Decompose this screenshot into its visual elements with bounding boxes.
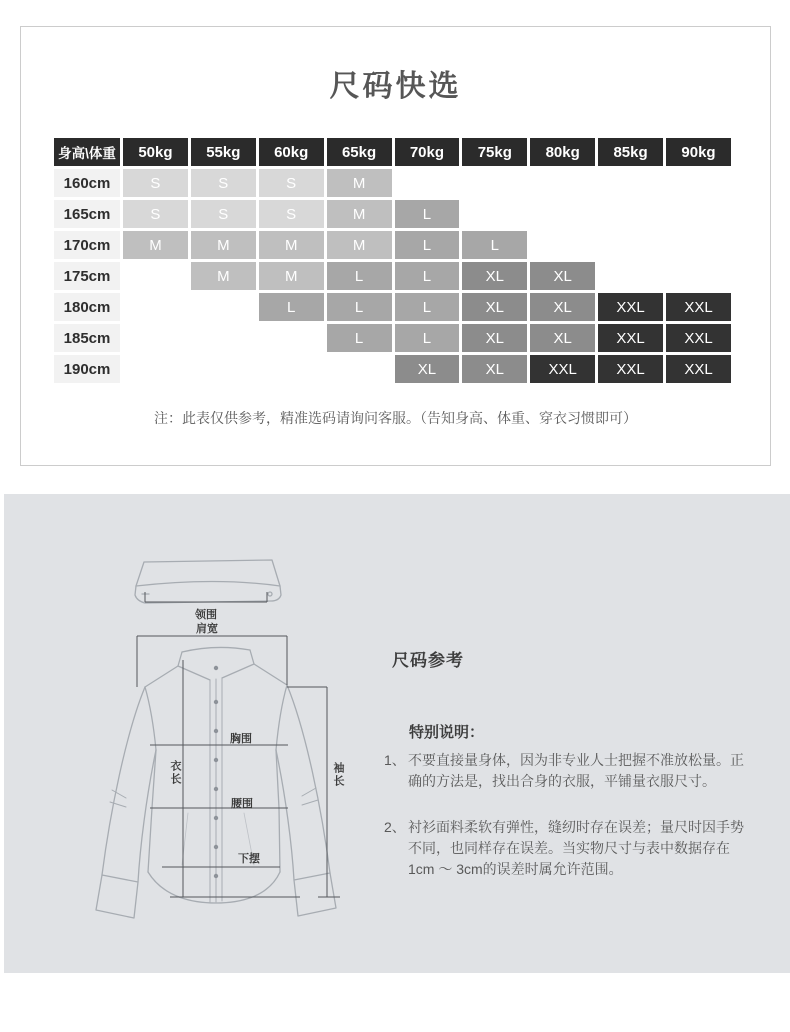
size-cell: [327, 355, 392, 383]
size-cell: [666, 169, 731, 197]
size-cell: XXL: [666, 355, 731, 383]
height-label: 185cm: [54, 324, 120, 352]
length-label: 衣长: [169, 760, 181, 786]
size-cell: XL: [462, 262, 527, 290]
weight-header: 75kg: [462, 138, 527, 166]
size-cell: XXL: [666, 324, 731, 352]
weight-header: 65kg: [327, 138, 392, 166]
size-cell: L: [395, 231, 460, 259]
size-cell: S: [123, 200, 188, 228]
waist-label: 腰围: [231, 798, 253, 810]
size-cell: M: [259, 262, 324, 290]
list-item-text: 衬衫面料柔软有弹性，缝纫时存在误差；量尺时因手势不同，也同样存在误差。当实物尺寸与表中数据存在1cm ～ 3cm的误差时属允许范围。: [408, 819, 744, 877]
size-cell: L: [327, 293, 392, 321]
size-cell: S: [191, 169, 256, 197]
weight-header: 50kg: [123, 138, 188, 166]
table-row: [54, 169, 731, 197]
size-cell: XXL: [530, 355, 595, 383]
size-reference-text: [384, 646, 756, 880]
size-cell: [123, 355, 188, 383]
size-cell: S: [259, 200, 324, 228]
special-notes-title: 特别说明：: [409, 724, 485, 741]
size-cell: XXL: [598, 293, 663, 321]
size-cell: [598, 200, 663, 228]
height-label: 165cm: [54, 200, 120, 228]
height-label: 175cm: [54, 262, 120, 290]
table-row: [54, 293, 731, 321]
size-cell: [530, 200, 595, 228]
size-cell: [462, 169, 527, 197]
height-label: 180cm: [54, 293, 120, 321]
size-cell: L: [395, 324, 460, 352]
size-reference-panel: [4, 494, 790, 973]
size-cell: [598, 231, 663, 259]
list-item: [384, 750, 756, 792]
size-cell: [598, 169, 663, 197]
size-cell: [598, 262, 663, 290]
size-cell: XL: [530, 293, 595, 321]
size-cell: S: [123, 169, 188, 197]
size-cell: [530, 231, 595, 259]
size-cell: XL: [462, 293, 527, 321]
table-row: [54, 324, 731, 352]
size-cell: [259, 324, 324, 352]
weight-header: 80kg: [530, 138, 595, 166]
size-cell: XXL: [598, 324, 663, 352]
size-cell: [666, 200, 731, 228]
height-label: 160cm: [54, 169, 120, 197]
weight-header: 70kg: [395, 138, 460, 166]
size-cell: XL: [395, 355, 460, 383]
shirt-diagram: [82, 548, 362, 958]
sleeve-label: 袖长: [332, 762, 344, 788]
size-cell: L: [462, 231, 527, 259]
hem-label: 下摆: [238, 853, 260, 865]
size-cell: L: [395, 293, 460, 321]
size-cell: M: [327, 200, 392, 228]
size-cell: [530, 169, 595, 197]
size-cell: [123, 324, 188, 352]
size-cell: [259, 355, 324, 383]
height-label: 170cm: [54, 231, 120, 259]
table-row: [54, 355, 731, 383]
size-cell: [123, 262, 188, 290]
table-row: [54, 200, 731, 228]
weight-header: 90kg: [666, 138, 731, 166]
size-cell: M: [191, 262, 256, 290]
corner-header: 身高\体重: [54, 138, 120, 166]
size-cell: [666, 231, 731, 259]
list-item: [384, 817, 756, 880]
list-item-number: 1、: [384, 752, 406, 768]
size-cell: XXL: [598, 355, 663, 383]
collar-label: 领围: [195, 609, 217, 621]
size-cell: [191, 355, 256, 383]
size-cell: [123, 293, 188, 321]
size-cell: [191, 324, 256, 352]
size-cell: [191, 293, 256, 321]
size-cell: XL: [462, 324, 527, 352]
size-chart-table: [51, 135, 734, 386]
size-cell: [462, 200, 527, 228]
size-cell: L: [327, 324, 392, 352]
size-cell: M: [327, 231, 392, 259]
size-cell: L: [259, 293, 324, 321]
weight-header: 55kg: [191, 138, 256, 166]
table-row: [54, 231, 731, 259]
size-chart-card: [20, 26, 771, 466]
height-label: 190cm: [54, 355, 120, 383]
size-cell: M: [191, 231, 256, 259]
size-cell: XL: [530, 262, 595, 290]
shoulder-label: 肩宽: [196, 623, 218, 635]
list-item-text: 不要直接量身体，因为非专业人士把握不准放松量。正确的方法是，找出合身的衣服，平铺量衣服尺寸。: [408, 752, 744, 789]
size-cell: M: [327, 169, 392, 197]
list-item-number: 2、: [384, 819, 406, 835]
size-cell: S: [191, 200, 256, 228]
size-cell: [395, 169, 460, 197]
weight-header: 60kg: [259, 138, 324, 166]
size-cell: L: [395, 262, 460, 290]
size-cell: XL: [530, 324, 595, 352]
chest-label: 胸围: [230, 733, 252, 745]
table-row: [54, 262, 731, 290]
size-cell: M: [259, 231, 324, 259]
size-cell: XL: [462, 355, 527, 383]
size-chart-title: 尺码快选: [329, 70, 462, 103]
size-cell: M: [123, 231, 188, 259]
reference-heading: 尺码参考: [392, 651, 464, 670]
size-cell: L: [395, 200, 460, 228]
size-cell: XXL: [666, 293, 731, 321]
table-header-row: [54, 138, 731, 166]
size-cell: L: [327, 262, 392, 290]
size-cell: [666, 262, 731, 290]
size-cell: S: [259, 169, 324, 197]
weight-header: 85kg: [598, 138, 663, 166]
chart-note: 注：此表仅供参考，精准选码请询问客服。（告知身高、体重、穿衣习惯即可）: [154, 410, 637, 426]
